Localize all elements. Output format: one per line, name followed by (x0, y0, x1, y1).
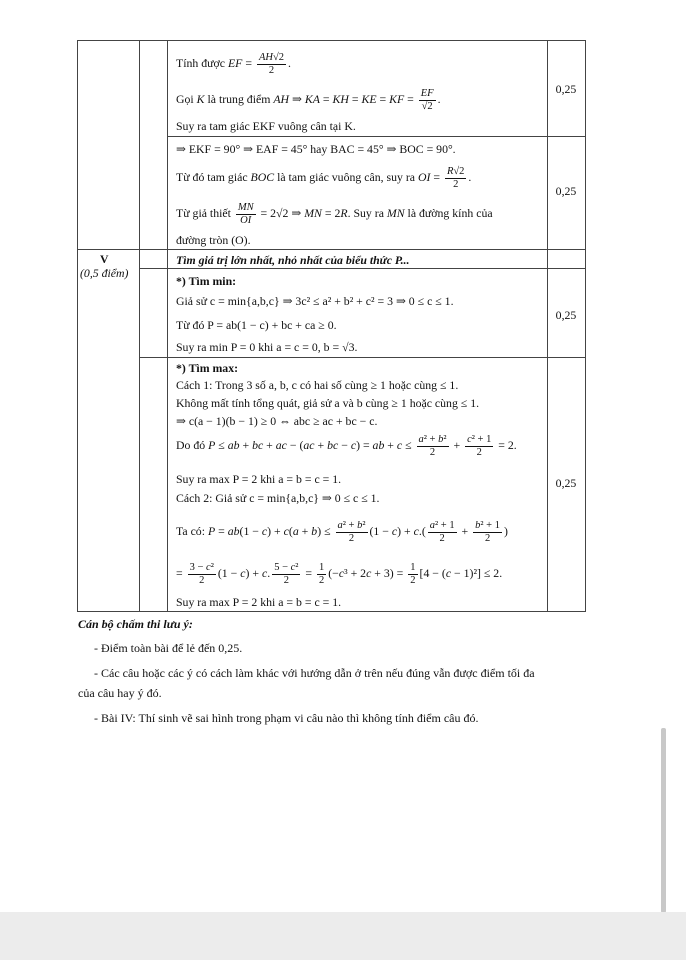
text-line: Cách 1: Trong 3 số a, b, c có hai số cùng ≥ 1 hoặc cùng ≤ 1. (176, 378, 459, 392)
table-divider-2 (167, 40, 168, 611)
text-line: Suy ra min P = 0 khi a = c = 0, b = √3. (176, 340, 358, 354)
task-title: Tìm giá trị lớn nhất, nhỏ nhất của biểu thức P... (176, 253, 410, 267)
text-line: Suy ra max P = 2 khi a = b = c = 1. (176, 595, 342, 609)
text-line: Từ giả thiết $\frac{MN}{OI}$ = 2√2 ⇒ MN = 2R. Suy ra MN là đường kính của (176, 202, 493, 226)
row-line (139, 357, 586, 358)
score-cell: 0,25 (555, 82, 577, 96)
text-line: Ta có: P = ab(1 − c) + c(a + b) ≤ $\frac{\text{a² + b²}}{2}$ (1 − c) + c.( $\frac{\text{a² + 1}}{2}$ + $\frac{\text{b² + 1}}{2}$ ) (176, 520, 508, 544)
text-line: Gọi K là trung điểm AH ⇒ KA = KH = KE = KF = $\frac{EF}{√2}$ . (176, 88, 441, 112)
text-line: đường tròn (O). (176, 233, 251, 247)
row-line (167, 136, 586, 137)
note-item: - Các câu hoặc các ý có cách làm khác với hướng dẫn ở trên nếu đúng vẫn được điểm tối đa (94, 666, 535, 680)
table-divider-3 (547, 40, 548, 611)
text-line: Do đó P ≤ ab + bc + ac − (ac + bc − c) = ab + c ≤ $\frac{\text{a² + b²}}{2}$ + $\frac{\text{c² + 1}}{2}$ = 2. (176, 434, 517, 458)
text-line: ⇒ EKF = 90° ⇒ EAF = 45° hay BAC = 45° ⇒ BOC = 90°. (176, 142, 456, 156)
score-cell: 0,25 (555, 308, 577, 322)
table-bottom-edge (77, 611, 586, 612)
text-line: Suy ra max P = 2 khi a = b = c = 1. (176, 472, 342, 486)
text-line: Cách 2: Giả sử c = min{a,b,c} ⇒ 0 ≤ c ≤ 1. (176, 491, 380, 505)
note-item: của câu hay ý đó. (78, 686, 162, 700)
note-item: - Bài IV: Thí sinh vẽ sai hình trong phạm vi câu nào thì không tính điểm câu đó. (94, 711, 479, 725)
text-line: Giả sử c = min{a,b,c} ⇒ 3c² ≤ a² + b² + c² = 3 ⇒ 0 ≤ c ≤ 1. (176, 294, 454, 308)
note-item: - Điểm toàn bài để lẻ đến 0,25. (94, 641, 243, 655)
score-cell: 0,25 (555, 184, 577, 198)
text-line: Suy ra tam giác EKF vuông cân tại K. (176, 119, 356, 133)
section-label: V (100, 252, 109, 266)
table-border-right (585, 40, 586, 611)
scrollbar[interactable] (661, 728, 666, 913)
table-divider-1 (139, 40, 140, 611)
notes-heading: Cán bộ chấm thi lưu ý: (78, 617, 193, 631)
table-top-edge (77, 40, 586, 41)
text-line: = $\frac{\text{3 − c²}}{2}$ (1 − c) + c. $\frac{\text{5 − c²}}{2}$ = $\frac{1}{2}$ (−c³ + 2c + 3) = $\frac{1}{2}$ [4 − (c − 1)²] ≤ 2. (176, 562, 503, 586)
text-line: ⇒ c(a − 1)(b − 1) ≥ 0 ⇔ abc ≥ ac + bc − c. (176, 414, 378, 428)
score-cell: 0,25 (555, 476, 577, 490)
row-line (77, 249, 586, 250)
text-line: Không mất tính tổng quát, giả sử a và b cùng ≥ 1 hoặc cùng ≤ 1. (176, 396, 480, 410)
section-points: (0,5 điểm) (80, 266, 129, 280)
min-heading: *) Tìm min: (176, 274, 237, 288)
table-border-left (77, 40, 78, 611)
max-heading: *) Tìm max: (176, 361, 239, 375)
row-line (139, 268, 586, 269)
text-line: Tính được EF = $\frac{AH√2}{2}$ . (176, 52, 291, 76)
text-line: Từ đó tam giác BOC là tam giác vuông cân, suy ra OI = $\frac{R√2}{2}$ . (176, 166, 472, 190)
text-line: Từ đó P = ab(1 − c) + bc + ca ≥ 0. (176, 318, 337, 332)
viewer-footer (0, 912, 686, 960)
